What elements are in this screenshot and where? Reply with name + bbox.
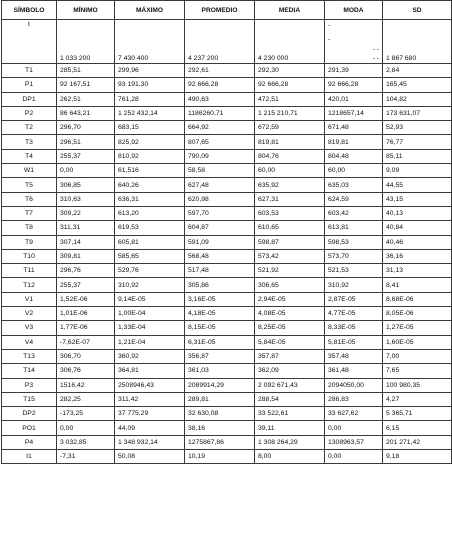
cell-maximo: 1,00E-04: [115, 307, 185, 321]
cell-moda: 420,01: [325, 92, 383, 106]
cell-symbol: T11: [2, 264, 57, 278]
cell-moda: 573,70: [325, 249, 383, 263]
table-row: [2, 335, 452, 349]
cell-symbol: P2: [2, 106, 57, 120]
header-simbolo: SÍMBOLO: [2, 1, 57, 20]
table-header: [2, 1, 452, 20]
cell-moda: 357,48: [325, 349, 383, 363]
cell-maximo: 310,92: [115, 278, 185, 292]
cell-media: 635,92: [255, 178, 325, 192]
cell-maximo: 360,92: [115, 349, 185, 363]
cell-promedio: 597,70: [185, 206, 255, 220]
cell-media: 357,87: [255, 349, 325, 363]
cell-maximo: 2508946,43: [115, 378, 185, 392]
cell-maximo: 93 191,30: [115, 78, 185, 92]
cell-minimo: 1,77E-06: [57, 321, 115, 335]
statistics-table: [1, 0, 452, 464]
cell-symbol: V4: [2, 335, 57, 349]
cell-promedio: 807,65: [185, 135, 255, 149]
cell-promedio: 10,19: [185, 450, 255, 464]
table-row: [2, 378, 452, 392]
cell-promedio: 38,16: [185, 421, 255, 435]
cell-maximo: 640,26: [115, 178, 185, 192]
cell-minimo: 0,00: [57, 421, 115, 435]
cell-moda: 2094050,00: [325, 378, 383, 392]
cell-promedio: 1275867,86: [185, 435, 255, 449]
cell-maximo: 761,28: [115, 92, 185, 106]
cell-symbol: P1: [2, 78, 57, 92]
cell-minimo: 306,76: [57, 364, 115, 378]
cell-moda: 33 627,62: [325, 407, 383, 421]
table-row: [2, 292, 452, 306]
table-row: [2, 221, 452, 235]
cell-maximo: 61,516: [115, 164, 185, 178]
cell-sd: 201 271,42: [383, 435, 452, 449]
cell-media: 1 308 264,29: [255, 435, 325, 449]
cell-minimo: -7,31: [57, 450, 115, 464]
cell-maximo: 683,15: [115, 121, 185, 135]
cell-moda: 5,81E-05: [325, 335, 383, 349]
cell-promedio: 92 666,28: [185, 78, 255, 92]
cell-media: 573,42: [255, 249, 325, 263]
cell-sd: 1,60E-05: [383, 335, 452, 349]
table-row: [2, 64, 452, 78]
cell-minimo: 310,63: [57, 192, 115, 206]
cell-minimo: 306,85: [57, 178, 115, 192]
table-row: [2, 321, 452, 335]
header-maximo: MÁXIMO: [115, 1, 185, 20]
cell-maximo: 619,53: [115, 221, 185, 235]
cell-promedio: 8,15E-05: [185, 321, 255, 335]
cell-minimo: -173,25: [57, 407, 115, 421]
cell-media: 39,11: [255, 421, 325, 435]
cell-media: 603,53: [255, 206, 325, 220]
table-row: [2, 349, 452, 363]
cell-media: 672,59: [255, 121, 325, 135]
cell-media: 292,30: [255, 64, 325, 78]
table-row: [2, 278, 452, 292]
cell-symbol: DP1: [2, 92, 57, 106]
table-row: [2, 135, 452, 149]
cell-minimo: 86 643,21: [57, 106, 115, 120]
cell-maximo: 636,31: [115, 192, 185, 206]
cell-promedio: 604,87: [185, 221, 255, 235]
cell-sd: 40,46: [383, 235, 452, 249]
cell-maximo: 605,81: [115, 235, 185, 249]
cell-promedio: 292,61: [185, 64, 255, 78]
table-row: [2, 192, 452, 206]
cell-symbol: I1: [2, 450, 57, 464]
cell-promedio: 361,03: [185, 364, 255, 378]
cell-sd: 100 980,35: [383, 378, 452, 392]
table-row-t: [2, 20, 452, 64]
table-row: [2, 178, 452, 192]
cell-sd: 9,09: [383, 164, 452, 178]
cell-moda: [325, 20, 383, 64]
cell-promedio: 2089914,29: [185, 378, 255, 392]
cell-symbol: T6: [2, 192, 57, 206]
cell-maximo: 37 775,29: [115, 407, 185, 421]
cell-moda: 1218657,14: [325, 106, 383, 120]
cell-sd: 6,15: [383, 421, 452, 435]
cell-moda: 804,48: [325, 149, 383, 163]
cell-maximo: 613,20: [115, 206, 185, 220]
cell-sd: 2,84: [383, 64, 452, 78]
cell-media: 33 522,61: [255, 407, 325, 421]
cell-symbol: PO1: [2, 421, 57, 435]
cell-sd: 104,82: [383, 92, 452, 106]
cell-sd: 36,16: [383, 249, 452, 263]
cell-promedio: 289,81: [185, 392, 255, 406]
cell-sd: 4,27: [383, 392, 452, 406]
cell-sd: 44,55: [383, 178, 452, 192]
header-sd: SD: [383, 1, 452, 20]
cell-maximo: 44,09: [115, 421, 185, 435]
cell-media: 60,00: [255, 164, 325, 178]
cell-minimo: 1,52E-06: [57, 292, 115, 306]
moda-dash-line-1: [328, 22, 379, 43]
moda-dash-1a: -: [328, 22, 331, 29]
cell-media: 92 666,28: [255, 78, 325, 92]
cell-promedio: 1186260,71: [185, 106, 255, 120]
table-row: [2, 392, 452, 406]
cell-sd: 40,84: [383, 221, 452, 235]
cell-sd: 76,77: [383, 135, 452, 149]
table-row: [2, 249, 452, 263]
cell-maximo: 311,42: [115, 392, 185, 406]
cell-promedio: 4 237 200: [185, 20, 255, 64]
cell-sd: 85,11: [383, 149, 452, 163]
cell-media: 804,76: [255, 149, 325, 163]
cell-symbol: DP2: [2, 407, 57, 421]
cell-symbol: W1: [2, 164, 57, 178]
cell-moda: 2,87E-05: [325, 292, 383, 306]
cell-minimo: 1516,42: [57, 378, 115, 392]
cell-symbol: T2: [2, 121, 57, 135]
table-row: [2, 364, 452, 378]
cell-maximo: 364,81: [115, 364, 185, 378]
cell-promedio: 356,87: [185, 349, 255, 363]
cell-sd: 40,13: [383, 206, 452, 220]
cell-media: 8,00: [255, 450, 325, 464]
cell-minimo: 309,81: [57, 249, 115, 263]
cell-promedio: 4,18E-05: [185, 307, 255, 321]
cell-moda: 92 666,28: [325, 78, 383, 92]
cell-moda: 286,83: [325, 392, 383, 406]
cell-symbol: P3: [2, 378, 57, 392]
cell-sd: 7,65: [383, 364, 452, 378]
cell-sd: 9,18: [383, 450, 452, 464]
table-row: [2, 164, 452, 178]
cell-media: 1 215 210,71: [255, 106, 325, 120]
cell-media: 472,51: [255, 92, 325, 106]
moda-dash-stack: [328, 22, 379, 62]
cell-media: 288,54: [255, 392, 325, 406]
cell-media: 306,65: [255, 278, 325, 292]
cell-moda: 613,81: [325, 221, 383, 235]
cell-media: 598,87: [255, 235, 325, 249]
cell-minimo: 255,37: [57, 278, 115, 292]
header-moda: MODA: [325, 1, 383, 20]
cell-moda: 624,59: [325, 192, 383, 206]
cell-maximo: 529,76: [115, 264, 185, 278]
moda-dash-line-3: - -: [372, 55, 379, 62]
cell-minimo: 311,31: [57, 221, 115, 235]
cell-media: 8,25E-05: [255, 321, 325, 335]
cell-moda: 598,53: [325, 235, 383, 249]
cell-minimo: 3 032,85: [57, 435, 115, 449]
cell-maximo: 1,33E-04: [115, 321, 185, 335]
cell-promedio: 490,63: [185, 92, 255, 106]
cell-sd: 1 867 680: [383, 20, 452, 64]
cell-minimo: 92 167,51: [57, 78, 115, 92]
cell-moda: 291,39: [325, 64, 383, 78]
cell-maximo: 810,92: [115, 149, 185, 163]
header-minimo: MÍNIMO: [57, 1, 115, 20]
cell-media: 627,31: [255, 192, 325, 206]
moda-dash-1b: -: [328, 36, 331, 43]
cell-sd: 8,68E-06: [383, 292, 452, 306]
table-row: [2, 149, 452, 163]
cell-maximo: 1 348 932,14: [115, 435, 185, 449]
cell-moda: 310,92: [325, 278, 383, 292]
cell-moda: 60,00: [325, 164, 383, 178]
cell-promedio: 620,98: [185, 192, 255, 206]
cell-symbol: T7: [2, 206, 57, 220]
table-body: [2, 20, 452, 464]
cell-promedio: 627,48: [185, 178, 255, 192]
cell-promedio: 568,48: [185, 249, 255, 263]
cell-moda: 4,77E-05: [325, 307, 383, 321]
cell-media: 819,81: [255, 135, 325, 149]
table-row: [2, 121, 452, 135]
cell-sd: 31,13: [383, 264, 452, 278]
cell-maximo: 585,65: [115, 249, 185, 263]
cell-sd: 165,45: [383, 78, 452, 92]
cell-media: 4,08E-05: [255, 307, 325, 321]
cell-moda: 8,33E-05: [325, 321, 383, 335]
cell-minimo: 296,51: [57, 135, 115, 149]
cell-moda: 0,00: [325, 421, 383, 435]
cell-promedio: 664,92: [185, 121, 255, 135]
header-promedio: PROMEDIO: [185, 1, 255, 20]
cell-symbol: T4: [2, 149, 57, 163]
cell-minimo: 1,01E-06: [57, 307, 115, 321]
table-row: [2, 307, 452, 321]
cell-maximo: 299,96: [115, 64, 185, 78]
cell-promedio: 3,16E-05: [185, 292, 255, 306]
cell-minimo: 1 033 200: [57, 20, 115, 64]
cell-minimo: 282,25: [57, 392, 115, 406]
cell-minimo: 296,70: [57, 121, 115, 135]
cell-sd: 1,27E-05: [383, 321, 452, 335]
header-media: MEDIA: [255, 1, 325, 20]
table-row: [2, 92, 452, 106]
cell-symbol: T12: [2, 278, 57, 292]
cell-minimo: 306,70: [57, 349, 115, 363]
cell-symbol: T15: [2, 392, 57, 406]
cell-sd: 43,15: [383, 192, 452, 206]
cell-symbol: T13: [2, 349, 57, 363]
cell-moda: 819,81: [325, 135, 383, 149]
cell-minimo: 262,51: [57, 92, 115, 106]
cell-symbol: T3: [2, 135, 57, 149]
cell-promedio: 6,31E-05: [185, 335, 255, 349]
moda-dash-line-2: - -: [372, 45, 379, 53]
cell-symbol: T10: [2, 249, 57, 263]
cell-promedio: 790,09: [185, 149, 255, 163]
cell-media: 5,84E-05: [255, 335, 325, 349]
cell-symbol: T8: [2, 221, 57, 235]
table-row: [2, 78, 452, 92]
cell-maximo: 1 252 432,14: [115, 106, 185, 120]
cell-minimo: 309,22: [57, 206, 115, 220]
cell-media: 521,92: [255, 264, 325, 278]
cell-media: 610,65: [255, 221, 325, 235]
table-row: [2, 106, 452, 120]
cell-symbol: V2: [2, 307, 57, 321]
cell-sd: 8,05E-06: [383, 307, 452, 321]
cell-media: 2,94E-05: [255, 292, 325, 306]
cell-minimo: 255,37: [57, 149, 115, 163]
cell-sd: 7,00: [383, 349, 452, 363]
cell-minimo: -7,62E-07: [57, 335, 115, 349]
cell-moda: 1308963,57: [325, 435, 383, 449]
table-row: [2, 206, 452, 220]
cell-symbol: T5: [2, 178, 57, 192]
cell-symbol: V1: [2, 292, 57, 306]
cell-maximo: 7 430 400: [115, 20, 185, 64]
cell-moda: 671,48: [325, 121, 383, 135]
cell-moda: 521,53: [325, 264, 383, 278]
cell-sd: 52,93: [383, 121, 452, 135]
cell-minimo: 296,76: [57, 264, 115, 278]
cell-promedio: 517,48: [185, 264, 255, 278]
cell-promedio: 591,09: [185, 235, 255, 249]
cell-symbol: t: [2, 20, 57, 64]
cell-maximo: 9,14E-05: [115, 292, 185, 306]
cell-minimo: 0,00: [57, 164, 115, 178]
cell-symbol: T1: [2, 64, 57, 78]
cell-promedio: 305,86: [185, 278, 255, 292]
cell-symbol: T9: [2, 235, 57, 249]
cell-symbol: V3: [2, 321, 57, 335]
cell-moda: 0,00: [325, 450, 383, 464]
cell-symbol: P4: [2, 435, 57, 449]
table-row: [2, 421, 452, 435]
cell-media: 2 092 671,43: [255, 378, 325, 392]
cell-minimo: 307,14: [57, 235, 115, 249]
cell-sd: 8,41: [383, 278, 452, 292]
cell-maximo: 50,08: [115, 450, 185, 464]
table-row: [2, 435, 452, 449]
cell-minimo: 285,51: [57, 64, 115, 78]
table-row: [2, 407, 452, 421]
cell-media: 362,09: [255, 364, 325, 378]
cell-moda: 603,42: [325, 206, 383, 220]
cell-moda: 361,48: [325, 364, 383, 378]
table-row: [2, 235, 452, 249]
cell-promedio: 32 630,08: [185, 407, 255, 421]
table-row: [2, 450, 452, 464]
cell-promedio: 58,58: [185, 164, 255, 178]
cell-sd: 173 631,07: [383, 106, 452, 120]
cell-sd: 5 365,71: [383, 407, 452, 421]
cell-symbol: T14: [2, 364, 57, 378]
cell-maximo: 825,92: [115, 135, 185, 149]
cell-media: 4 230 000: [255, 20, 325, 64]
cell-maximo: 1,21E-04: [115, 335, 185, 349]
table-row: [2, 264, 452, 278]
header-row: [2, 1, 452, 20]
cell-moda: 635,03: [325, 178, 383, 192]
